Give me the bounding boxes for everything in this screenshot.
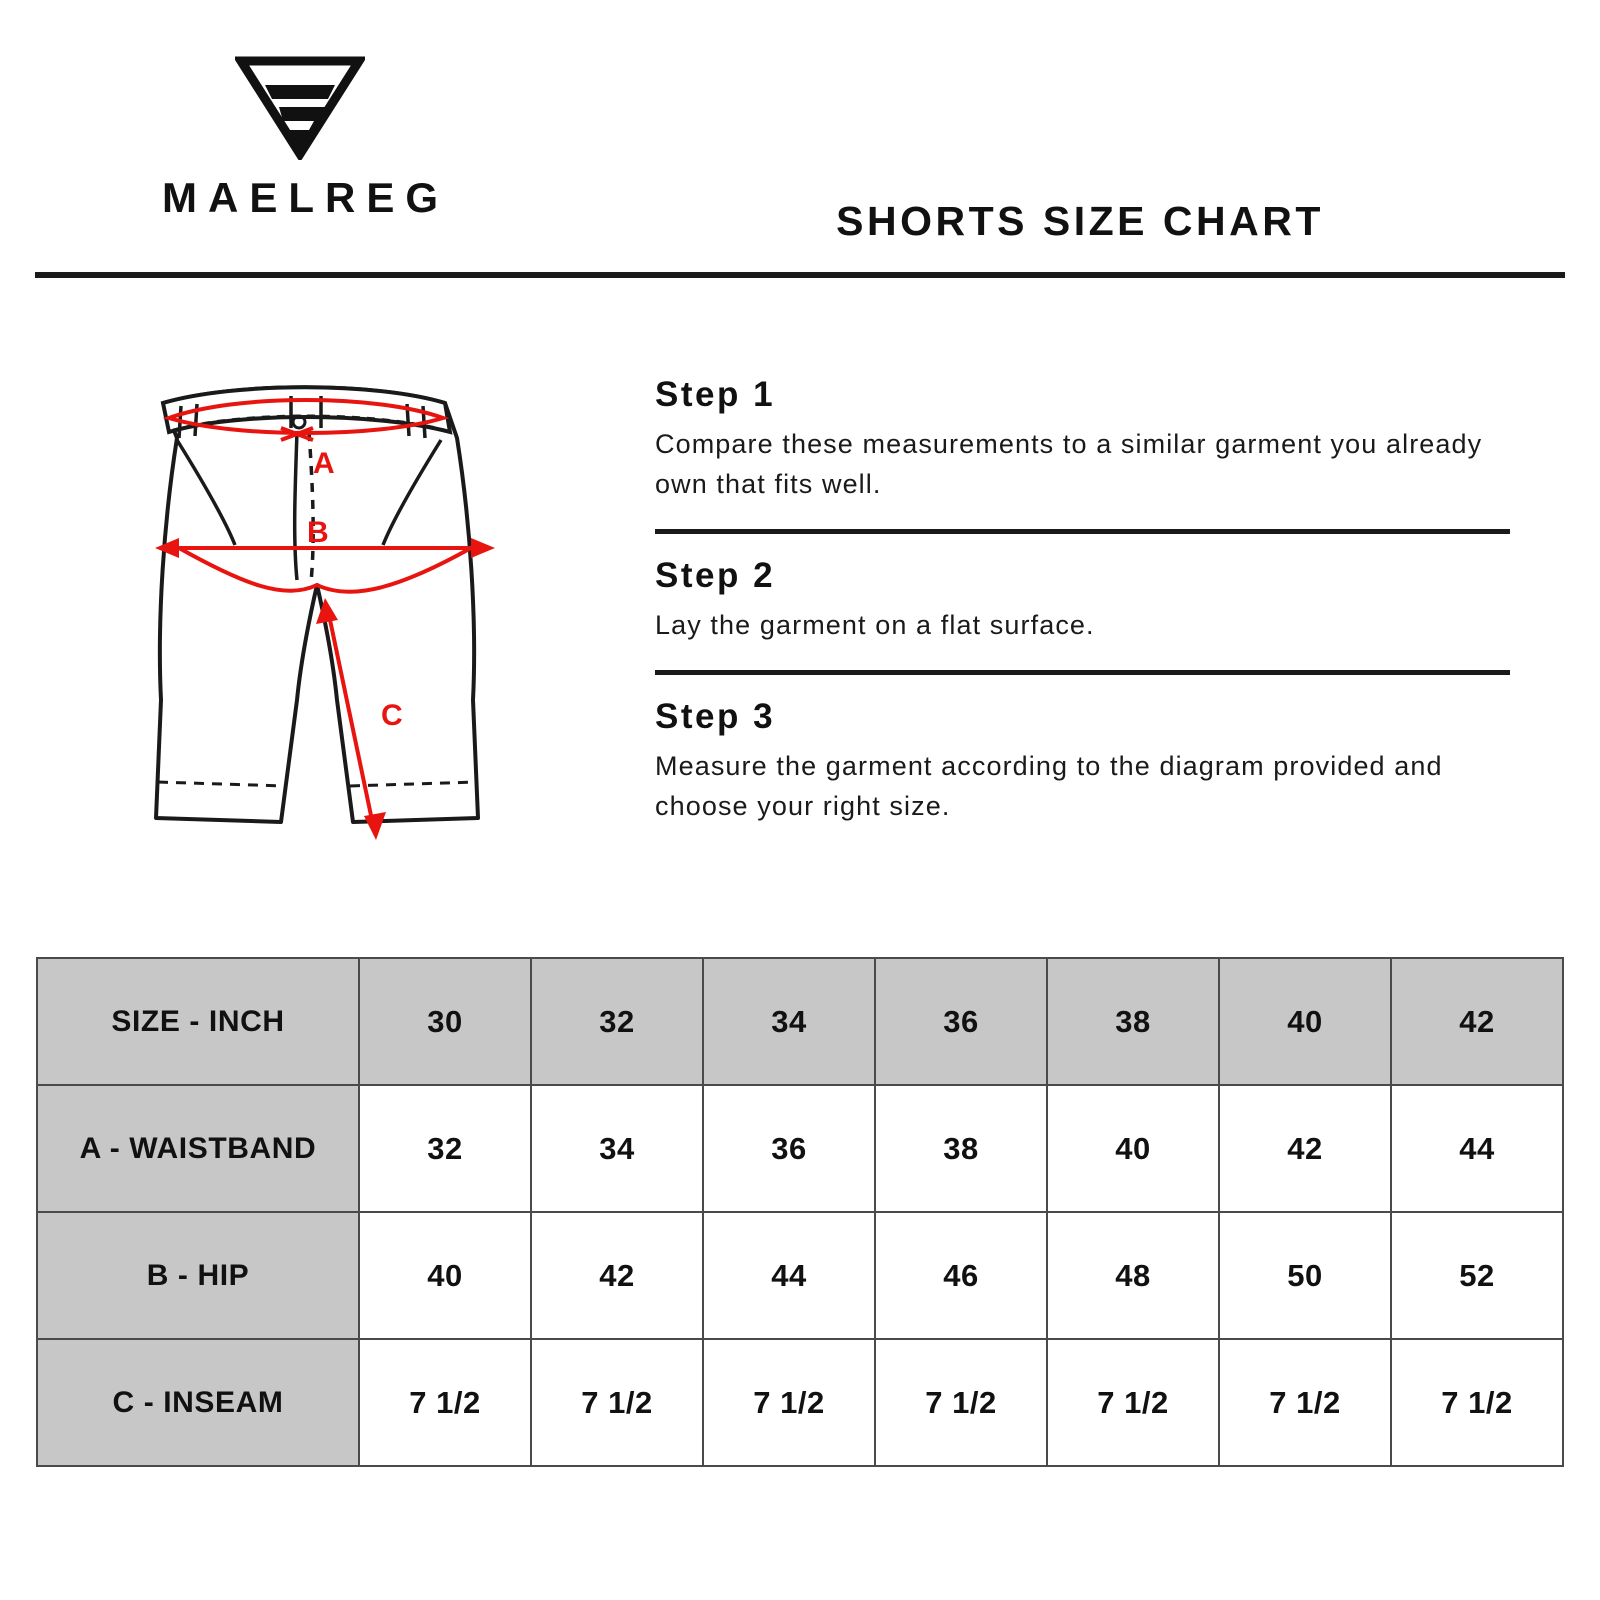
page-header — [0, 0, 1600, 285]
cell-size-38: 38 — [1047, 958, 1219, 1085]
step-3-body: Measure the garment according to the diagram provided and choose your right size. — [655, 750, 1443, 821]
steps-panel — [655, 375, 1510, 827]
maelreg-triangle-logo-icon — [235, 55, 365, 160]
cell-size-40: 40 — [1219, 958, 1391, 1085]
cell-waistband-6: 44 — [1391, 1085, 1563, 1212]
cell-inseam-0: 7 1/2 — [359, 1339, 531, 1466]
cell-hip-2: 44 — [703, 1212, 875, 1339]
header-divider — [35, 272, 1565, 278]
cell-waistband-0: 32 — [359, 1085, 531, 1212]
brand-name: MAELREG — [162, 174, 449, 221]
cell-waistband-1: 34 — [531, 1085, 703, 1212]
row-header-waistband: A - WAISTBAND — [37, 1085, 359, 1212]
cell-size-32: 32 — [531, 958, 703, 1085]
table-row — [37, 1212, 1563, 1339]
cell-inseam-5: 7 1/2 — [1219, 1339, 1391, 1466]
cell-size-42: 42 — [1391, 958, 1563, 1085]
cell-size-34: 34 — [703, 958, 875, 1085]
cell-waistband-4: 40 — [1047, 1085, 1219, 1212]
cell-inseam-1: 7 1/2 — [531, 1339, 703, 1466]
table-row — [37, 1339, 1563, 1466]
cell-hip-0: 40 — [359, 1212, 531, 1339]
step-1-body: Compare these measurements to a similar garment you already own that fits well. — [655, 429, 1483, 499]
brand-block — [35, 55, 565, 222]
step-1-title: Step 1 — [655, 375, 776, 414]
step-2-title: Step 2 — [655, 555, 776, 595]
step-2-body: Lay the garment on a flat surface. — [655, 609, 1095, 640]
row-header-hip: B - HIP — [37, 1212, 359, 1339]
row-header-inseam: C - INSEAM — [37, 1339, 359, 1466]
size-table-wrap — [36, 957, 1564, 1467]
cell-hip-5: 50 — [1219, 1212, 1391, 1339]
step-3 — [655, 697, 1510, 827]
cell-hip-4: 48 — [1047, 1212, 1219, 1339]
step-3-title: Step 3 — [655, 696, 776, 736]
cell-inseam-2: 7 1/2 — [703, 1339, 875, 1466]
table-row — [37, 958, 1563, 1085]
cell-waistband-3: 38 — [875, 1085, 1047, 1212]
cell-inseam-4: 7 1/2 — [1047, 1339, 1219, 1466]
step-2 — [655, 556, 1510, 646]
row-header-size: SIZE - INCH — [37, 958, 359, 1085]
cell-size-36: 36 — [875, 958, 1047, 1085]
cell-inseam-3: 7 1/2 — [875, 1339, 1047, 1466]
diagram-label-c: C — [381, 699, 403, 732]
cell-hip-1: 42 — [531, 1212, 703, 1339]
shorts-diagram — [85, 370, 585, 870]
diagram-label-a: A — [313, 447, 335, 480]
cell-waistband-2: 36 — [703, 1085, 875, 1212]
table-row — [37, 1085, 1563, 1212]
cell-size-30: 30 — [359, 958, 531, 1085]
shorts-measurement-diagram-icon — [85, 370, 585, 870]
cell-waistband-5: 42 — [1219, 1085, 1391, 1212]
step-divider-2 — [655, 670, 1510, 675]
step-divider-1 — [655, 529, 1510, 534]
step-1 — [655, 375, 1510, 505]
diagram-label-b: B — [307, 516, 329, 549]
page-title: SHORTS SIZE CHART — [836, 198, 1324, 244]
cell-inseam-6: 7 1/2 — [1391, 1339, 1563, 1466]
cell-hip-6: 52 — [1391, 1212, 1563, 1339]
size-table — [36, 957, 1564, 1467]
cell-hip-3: 46 — [875, 1212, 1047, 1339]
